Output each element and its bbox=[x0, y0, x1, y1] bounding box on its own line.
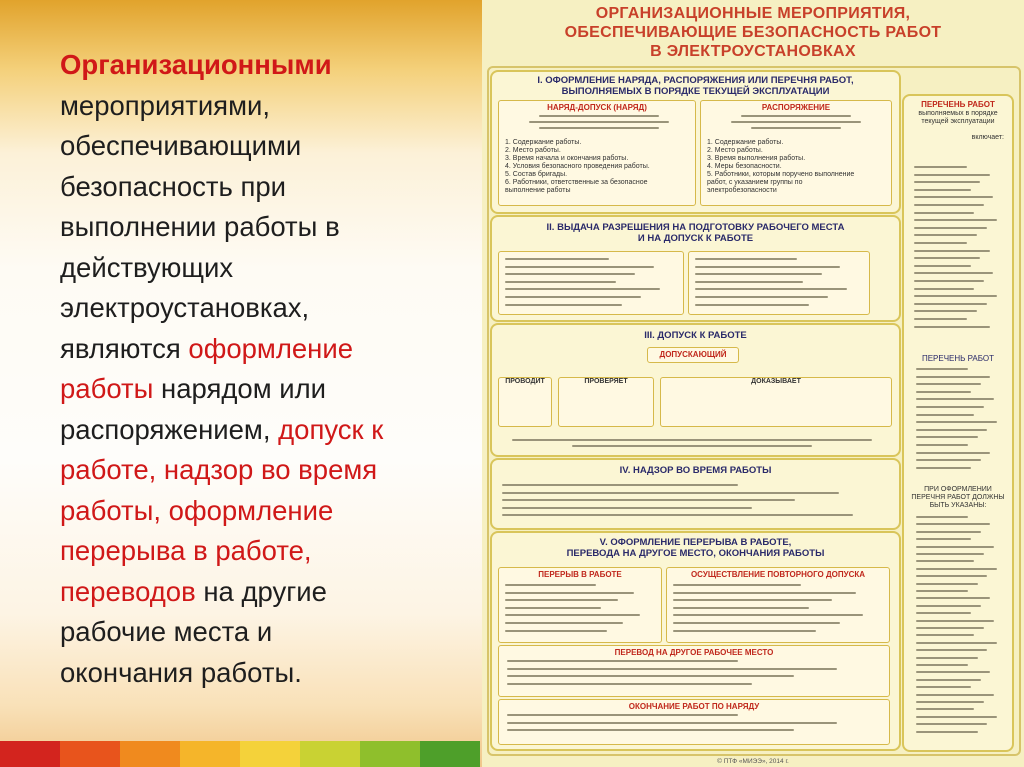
section-3 bbox=[490, 323, 901, 457]
text-line-placeholder bbox=[916, 398, 994, 400]
text-line-placeholder bbox=[914, 280, 984, 282]
break-box: ПЕРЕРЫВ В РАБОТЕ bbox=[498, 567, 662, 643]
text-line-placeholder bbox=[916, 459, 981, 461]
text-line-placeholder bbox=[916, 391, 971, 393]
text-line-placeholder bbox=[505, 592, 634, 594]
text-line-placeholder bbox=[916, 560, 974, 562]
text-line-placeholder bbox=[914, 212, 974, 214]
section-2 bbox=[490, 215, 901, 322]
section-2-left-box bbox=[498, 251, 684, 315]
text-line-placeholder bbox=[502, 507, 752, 509]
stripe bbox=[0, 741, 60, 767]
completion-box: ОКОНЧАНИЕ РАБОТ ПО НАРЯДУ bbox=[498, 699, 890, 745]
text-line-placeholder bbox=[916, 627, 984, 629]
text-line-placeholder bbox=[507, 729, 794, 731]
poster-title: ОРГАНИЗАЦИОННЫЕ МЕРОПРИЯТИЯ, ОБЕСПЕЧИВАЮЩИЕ БЕЗОПАСНОСТЬ РАБОТ В ЭЛЕКТРОУСТАНОВКАХ bbox=[564, 5, 942, 60]
text-line-placeholder bbox=[507, 683, 752, 685]
text-line-placeholder bbox=[914, 257, 980, 259]
text-line-placeholder bbox=[916, 620, 994, 622]
readmission-box: ОСУЩЕСТВЛЕНИЕ ПОВТОРНОГО ДОПУСКА bbox=[666, 567, 890, 643]
left-panel bbox=[0, 0, 480, 767]
text-line-placeholder bbox=[916, 694, 994, 696]
text-line-placeholder bbox=[916, 634, 974, 636]
poster-footer: © ПТФ «МИЭЭ», 2014 г. bbox=[717, 758, 789, 765]
slide-text-segment: оформление работы bbox=[60, 332, 354, 404]
poster-image bbox=[482, 0, 1024, 767]
text-line-placeholder bbox=[916, 368, 968, 370]
text-line-placeholder bbox=[505, 273, 635, 275]
admitter-box: ДОПУСКАЮЩИЙ bbox=[647, 347, 739, 363]
stripe bbox=[420, 741, 480, 767]
section-3-title: III. ДОПУСК К РАБОТЕ bbox=[644, 330, 747, 341]
text-line-placeholder bbox=[914, 166, 967, 168]
text-line-placeholder bbox=[505, 266, 654, 268]
text-line-placeholder bbox=[916, 605, 981, 607]
text-line-placeholder bbox=[916, 642, 997, 644]
text-line-placeholder bbox=[505, 607, 601, 609]
text-line-placeholder bbox=[914, 250, 990, 252]
checks-box: ПРОВЕРЯЕТ bbox=[558, 377, 654, 427]
text-line-placeholder bbox=[507, 714, 738, 716]
text-line-placeholder bbox=[916, 671, 990, 673]
text-line-placeholder bbox=[507, 668, 837, 670]
text-line-placeholder bbox=[916, 553, 984, 555]
color-stripe-bar bbox=[0, 741, 480, 767]
text-line-placeholder bbox=[914, 181, 980, 183]
section-4-title: IV. НАДЗОР ВО ВРЕМЯ РАБОТЫ bbox=[619, 465, 772, 476]
text-line-placeholder bbox=[695, 273, 822, 275]
text-line-placeholder bbox=[914, 234, 977, 236]
text-line-placeholder bbox=[916, 723, 987, 725]
text-line-placeholder bbox=[916, 664, 968, 666]
text-line-placeholder bbox=[914, 242, 967, 244]
stripe bbox=[360, 741, 420, 767]
text-line-placeholder bbox=[673, 630, 816, 632]
text-line-placeholder bbox=[916, 531, 981, 533]
text-line-placeholder bbox=[695, 258, 797, 260]
text-line-placeholder bbox=[914, 189, 971, 191]
text-line-placeholder bbox=[916, 731, 978, 733]
text-line-placeholder bbox=[916, 575, 987, 577]
slide-text-segment: мероприятиями, обеспечивающими безопасность при выполнении работы в действующих электроустановках, являются bbox=[60, 89, 340, 364]
text-line-placeholder bbox=[673, 599, 832, 601]
text-line-placeholder bbox=[916, 597, 990, 599]
text-line-placeholder bbox=[916, 467, 971, 469]
section-1-title: I. ОФОРМЛЕНИЕ НАРЯДА, РАСПОРЯЖЕНИЯ ИЛИ ПЕРЕЧНЯ РАБОТ, ВЫПОЛНЯЕМЫХ В ПОРЯДКЕ ТЕКУЩЕЙ ЭКСПЛУАТАЦИИ bbox=[537, 75, 854, 97]
text-line-placeholder bbox=[505, 281, 616, 283]
section-5 bbox=[490, 531, 901, 751]
text-line-placeholder bbox=[914, 326, 990, 328]
text-line-placeholder bbox=[914, 310, 977, 312]
work-list-requirements-title: ПРИ ОФОРМЛЕНИИ ПЕРЕЧНЯ РАБОТ ДОЛЖНЫ БЫТЬ УКАЗАНЫ: bbox=[911, 486, 1005, 509]
text-line-placeholder bbox=[505, 599, 618, 601]
text-line-placeholder bbox=[673, 622, 840, 624]
slide-text-segment: Организационными bbox=[60, 49, 332, 80]
work-list-column: ПЕРЕЧЕНЬ РАБОТ выполняемых в порядке текущей эксплуатации включает: ПЕРЕЧЕНЬ РАБОТ ПРИ ОФОРМЛЕНИИ ПЕРЕЧНЯ РАБОТ ДОЛЖНЫ БЫТЬ УКАЗАНЫ: bbox=[902, 94, 1014, 752]
text-line-placeholder bbox=[695, 304, 809, 306]
stripe bbox=[300, 741, 360, 767]
text-line-placeholder bbox=[914, 219, 997, 221]
text-line-placeholder bbox=[916, 429, 987, 431]
text-line-placeholder bbox=[695, 288, 847, 290]
text-line-placeholder bbox=[916, 612, 971, 614]
text-line-placeholder bbox=[505, 630, 607, 632]
text-line-placeholder bbox=[502, 514, 853, 516]
text-line-placeholder bbox=[916, 546, 994, 548]
section-4 bbox=[490, 458, 901, 530]
section-2-title: II. ВЫДАЧА РАЗРЕШЕНИЯ НА ПОДГОТОВКУ РАБОЧЕГО МЕСТА И НА ДОПУСК К РАБОТЕ bbox=[546, 222, 845, 244]
text-line-placeholder bbox=[916, 421, 997, 423]
stripe bbox=[180, 741, 240, 767]
text-line-placeholder bbox=[914, 204, 984, 206]
text-line-placeholder bbox=[916, 686, 971, 688]
proves-box: ДОКАЗЫВАЕТ bbox=[660, 377, 892, 427]
text-line-placeholder bbox=[507, 675, 794, 677]
slide-text-segment: допуск к работе, надзор во время работы, оформление перерыва в работе, переводов bbox=[60, 413, 384, 607]
transfer-box: ПЕРЕВОД НА ДРУГОЕ РАБОЧЕЕ МЕСТО bbox=[498, 645, 890, 697]
text-line-placeholder bbox=[916, 583, 978, 585]
text-line-placeholder bbox=[695, 296, 828, 298]
text-line-placeholder bbox=[914, 303, 987, 305]
text-line-placeholder bbox=[914, 288, 974, 290]
text-line-placeholder bbox=[673, 592, 856, 594]
text-line-placeholder bbox=[916, 679, 981, 681]
section-5-title: V. ОФОРМЛЕНИЕ ПЕРЕРЫВА В РАБОТЕ, ПЕРЕВОДА НА ДРУГОЕ МЕСТО, ОКОНЧАНИЯ РАБОТЫ bbox=[566, 537, 825, 559]
text-line-placeholder bbox=[914, 318, 967, 320]
instruction-box: РАСПОРЯЖЕНИЕ 1. Содержание работы. 2. Место работы. 3. Время выполнения работы. 4. Меры безопасности. 5. Работники, которым поручено выполнение работ, с указанием группы по электробезопасности bbox=[700, 100, 892, 206]
slide-text-segment: на другие рабочие места и окончания работы. bbox=[60, 575, 327, 688]
text-line-placeholder bbox=[916, 538, 971, 540]
work-order-box: НАРЯД-ДОПУСК (НАРЯД) 1. Содержание работы. 2. Место работы. 3. Время начала и окончания работы. 4. Условия безопасного проведения работы. 5. Состав бригады. 6. Работники, ответственные за безопасное выполнение работы bbox=[498, 100, 696, 206]
text-line-placeholder bbox=[673, 584, 801, 586]
stripe bbox=[60, 741, 120, 767]
text-line-placeholder bbox=[916, 436, 978, 438]
text-line-placeholder bbox=[916, 383, 981, 385]
text-line-placeholder bbox=[505, 258, 609, 260]
text-line-placeholder bbox=[914, 227, 987, 229]
text-line-placeholder bbox=[916, 406, 984, 408]
text-line-placeholder bbox=[916, 701, 984, 703]
text-line-placeholder bbox=[916, 523, 990, 525]
stripe bbox=[120, 741, 180, 767]
text-line-placeholder bbox=[914, 272, 993, 274]
work-order-items: 1. Содержание работы. 2. Место работы. 3. Время начала и окончания работы. 4. Условия безопасного проведения работы. 5. Состав бригады. 6. Работники, ответственные за безопасное выполнение работы bbox=[505, 139, 650, 194]
text-line-placeholder bbox=[916, 657, 978, 659]
text-line-placeholder bbox=[916, 590, 968, 592]
text-line-placeholder bbox=[916, 414, 974, 416]
text-line-placeholder bbox=[505, 622, 623, 624]
slide-text-segment: нарядом или распоряжением, bbox=[60, 373, 327, 445]
slide-body-text bbox=[60, 45, 410, 693]
text-line-placeholder bbox=[914, 265, 971, 267]
section-2-right-box bbox=[688, 251, 870, 315]
text-line-placeholder bbox=[505, 304, 622, 306]
text-line-placeholder bbox=[914, 174, 990, 176]
text-line-placeholder bbox=[916, 649, 987, 651]
section-1 bbox=[490, 70, 901, 214]
text-line-placeholder bbox=[505, 296, 641, 298]
instruction-items: 1. Содержание работы. 2. Место работы. 3. Время выполнения работы. 4. Меры безопасности. 5. Работники, которым поручено выполнение работ, с указанием группы по электробезопасности bbox=[707, 139, 855, 194]
text-line-placeholder bbox=[914, 196, 993, 198]
text-line-placeholder bbox=[916, 716, 997, 718]
text-line-placeholder bbox=[916, 516, 968, 518]
text-line-placeholder bbox=[914, 295, 997, 297]
text-line-placeholder bbox=[695, 281, 803, 283]
text-line-placeholder bbox=[507, 660, 738, 662]
stripe bbox=[240, 741, 300, 767]
text-line-placeholder bbox=[673, 614, 863, 616]
text-line-placeholder bbox=[916, 444, 968, 446]
text-line-placeholder bbox=[505, 288, 660, 290]
text-line-placeholder bbox=[673, 607, 809, 609]
text-line-placeholder bbox=[507, 722, 837, 724]
text-line-placeholder bbox=[916, 376, 990, 378]
text-line-placeholder bbox=[695, 266, 840, 268]
text-line-placeholder bbox=[505, 614, 640, 616]
text-line-placeholder bbox=[502, 484, 738, 486]
text-line-placeholder bbox=[916, 708, 974, 710]
text-line-placeholder bbox=[916, 568, 997, 570]
text-line-placeholder bbox=[505, 584, 596, 586]
text-line-placeholder bbox=[916, 452, 990, 454]
conducts-box: ПРОВОДИТ bbox=[498, 377, 552, 427]
text-line-placeholder bbox=[502, 492, 839, 494]
text-line-placeholder bbox=[502, 499, 795, 501]
